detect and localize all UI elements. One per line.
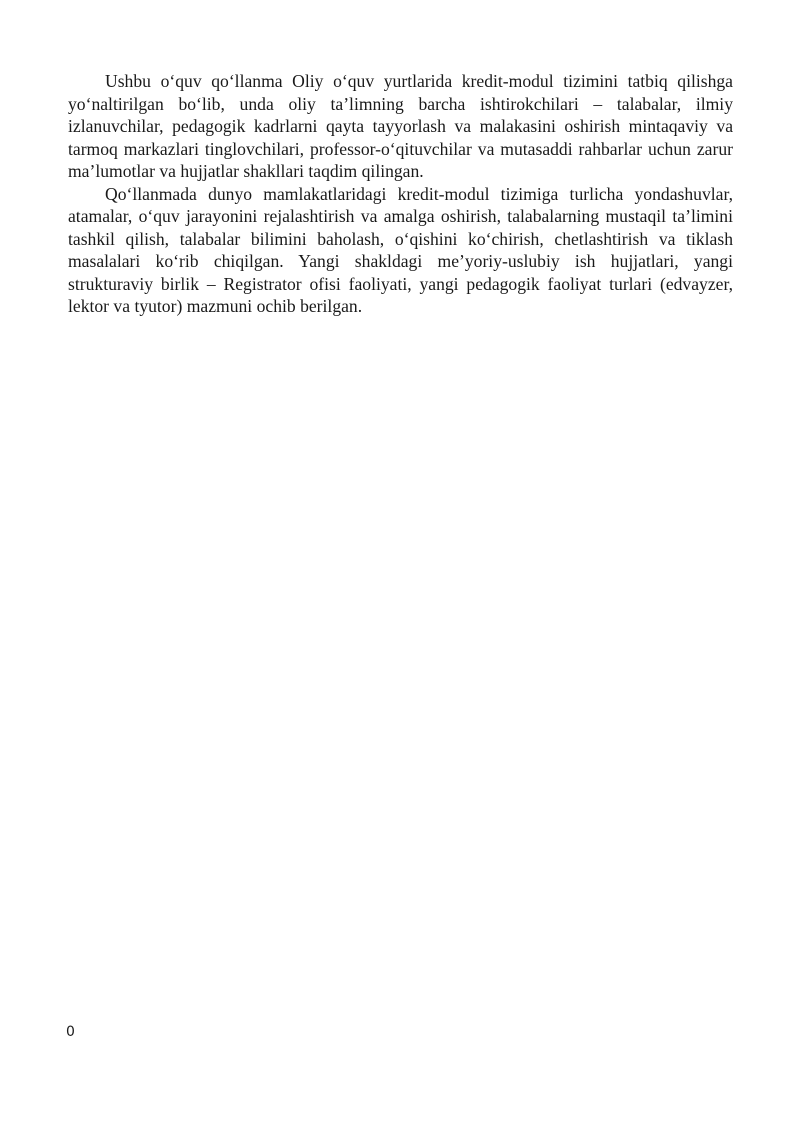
page-number: 0 bbox=[66, 1024, 75, 1040]
paragraph-intro: Ushbu o‘quv qo‘llanma Oliy o‘quv yurtlarida kredit-modul tizimini tatbiq qilishga yo‘naltirilgan bo‘lib, unda oliy ta’limning barcha ishtirokchilari – talabalar, ilmiy izlanuvchilar, pedagogik kadrlarni qayta tayyorlash va malakasini oshirish mintaqaviy va tarmoq markazlari tinglovchilari, professor-o‘qituvchilar va mutasaddi rahbarlar uchun zarur ma’lumotlar va hujjatlar shakllari taqdim qilingan. bbox=[68, 71, 733, 181]
paragraph-contents: Qo‘llanmada dunyo mamlakatlaridagi kredit-modul tizimiga turlicha yondashuvlar, atamalar, o‘quv jarayonini rejalashtirish va amalga oshirish, talabalarning mustaqil ta’limini tashkil qilish, talabalar bilimini baholash, o‘qishini ko‘chirish, chetlashtirish va tiklash masalalari ko‘rib chiqilgan. Yangi shakldagi me’yoriy-uslubiy ish hujjatlari, yangi strukturaviy birlik – Registrator ofisi faoliyati, yangi pedagogik faoliyat turlari (edvayzer, lektor va tyutor) mazmuni ochib berilgan. bbox=[68, 183, 733, 316]
document-body bbox=[68, 70, 733, 318]
